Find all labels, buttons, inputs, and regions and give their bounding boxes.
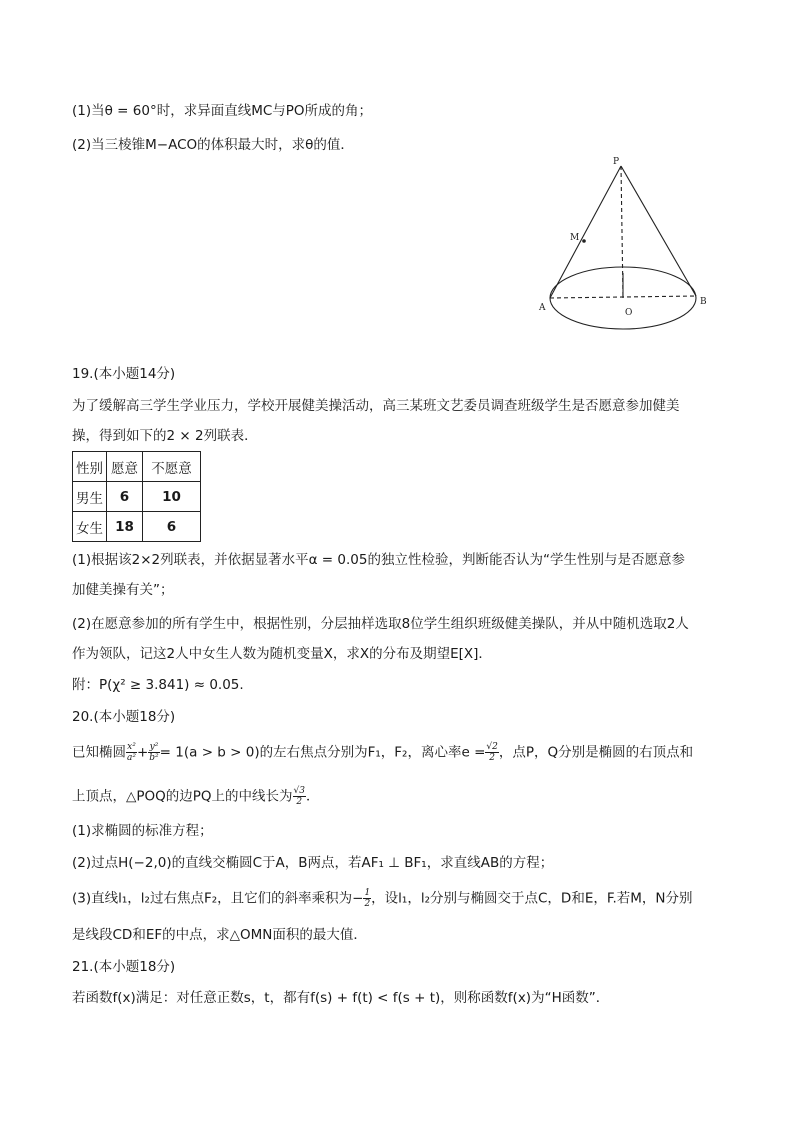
q20-text-a: 已知椭圆 <box>72 744 126 761</box>
q20-part3-text-a: (3)直线l₁，l₂过右焦点F₂，且它们的斜率乘积为− <box>72 890 364 907</box>
q18-part1: (1)当θ = 60°时，求异面直线MC与PO所成的角； <box>72 103 373 119</box>
table-header-willing: 愿意 <box>107 452 143 482</box>
cone-edge-pa <box>550 166 621 298</box>
fraction-numerator: y² <box>149 742 159 752</box>
point-m <box>582 239 586 243</box>
q20-text-e: ． <box>306 788 320 805</box>
q19-part2-line2: 作为领队，记这2人中女生人数为随机变量X，求X的分布及期望E[X]． <box>72 646 492 662</box>
fraction-median <box>293 786 306 807</box>
fraction-eccentricity <box>485 742 498 763</box>
table-header-unwilling: 不愿意 <box>143 452 201 482</box>
label-a: A <box>539 303 546 313</box>
fraction-denominator: 2 <box>489 753 495 763</box>
q19-part1-line1: (1)根据该2×2列联表，并依据显著水平α = 0.05的独立性检验，判断能否认为“学生性别与是否愿意参 <box>72 552 685 568</box>
q18-part2: (2)当三棱锥M−ACO的体积最大时，求θ的值． <box>72 137 354 153</box>
cone-figure <box>530 152 720 342</box>
q19-intro-line2: 操，得到如下的2 × 2列联表． <box>72 428 258 444</box>
q19-note: 附：P(χ² ≥ 3.841) ≈ 0.05. <box>72 677 244 693</box>
q20-part3-line1 <box>72 888 692 909</box>
q20-header: 20.(本小题18分) <box>72 709 176 725</box>
q21-line1: 若函数f(x)满足：对任意正数s，t，都有f(s) + f(t) < f(s + t)，则称函数f(x)为“H函数”． <box>72 990 610 1006</box>
q20-intro-line2 <box>72 786 320 807</box>
q19-header: 19.(本小题14分) <box>72 366 176 382</box>
label-b: B <box>700 297 707 307</box>
fraction-denominator: a² <box>127 753 136 763</box>
table-cell-willing: 18 <box>107 512 143 542</box>
q20-text-d: 上顶点，△POQ的边PQ上的中线长为 <box>72 788 293 805</box>
fraction-y2-b2 <box>148 742 159 763</box>
q20-part2: (2)过点H(−2,0)的直线交椭圆C于A，B两点，若AF₁ ⊥ BF₁，求直线AB的方程； <box>72 855 554 871</box>
fraction-denominator: b² <box>149 753 159 763</box>
table-row <box>73 482 201 512</box>
q21-header: 21.(本小题18分) <box>72 959 176 975</box>
table-cell-unwilling: 6 <box>143 512 201 542</box>
label-o: O <box>625 308 633 318</box>
q19-part1-line2: 加健美操有关”； <box>72 582 174 598</box>
fraction-x2-a2 <box>126 742 137 763</box>
cone-edge-pb <box>621 166 696 296</box>
label-p: P <box>613 157 620 167</box>
q20-part3-line2: 是线段CD和EF的中点，求△OMN面积的最大值． <box>72 927 367 943</box>
contingency-table <box>72 451 201 542</box>
label-m: M <box>570 233 580 243</box>
fraction-numerator: 1 <box>364 888 371 898</box>
q20-part3-text-b: ，设l₁，l₂分别与椭圆交于点C，D和E，F.若M，N分别 <box>371 890 693 907</box>
q20-text-b: = 1(a > b > 0)的左右焦点分别为F₁，F₂，离心率e = <box>159 744 486 761</box>
fraction-numerator: √2 <box>486 742 498 752</box>
table-row <box>73 512 201 542</box>
q20-text-c: ，点P，Q分别是椭圆的右顶点和 <box>498 744 694 761</box>
fraction-denominator: 2 <box>364 899 371 909</box>
table-header-row <box>73 452 201 482</box>
table-cell-unwilling: 10 <box>143 482 201 512</box>
fraction-slope <box>363 888 371 909</box>
table-cell-gender: 男生 <box>73 482 107 512</box>
q19-part2-line1: (2)在愿意参加的所有学生中，根据性别，分层抽样选取8位学生组织班级健美操队，并从中随机选取2人 <box>72 616 689 632</box>
q19-intro-line1: 为了缓解高三学生学业压力，学校开展健美操活动，高三某班文艺委员调查班级学生是否愿意参加健美 <box>72 398 680 414</box>
q20-part1: (1)求椭圆的标准方程； <box>72 823 213 839</box>
table-cell-gender: 女生 <box>73 512 107 542</box>
fraction-numerator: x² <box>127 742 136 752</box>
table-header-gender: 性别 <box>73 452 107 482</box>
fraction-numerator: √3 <box>293 786 306 796</box>
fraction-denominator: 2 <box>296 797 303 807</box>
table-cell-willing: 6 <box>107 482 143 512</box>
q20-intro-line1: 已知椭圆 $\frac{\text{x²}}{\text{a²}}$ + $\frac{\text{y²}}{\text{b²}}$ = 1(a > b > 0)的左右焦点分别为F₁，F₂，离心率e = $\frac{√2}{2}$ ，点P，Q分别是椭圆的右顶点和 <box>72 742 694 763</box>
